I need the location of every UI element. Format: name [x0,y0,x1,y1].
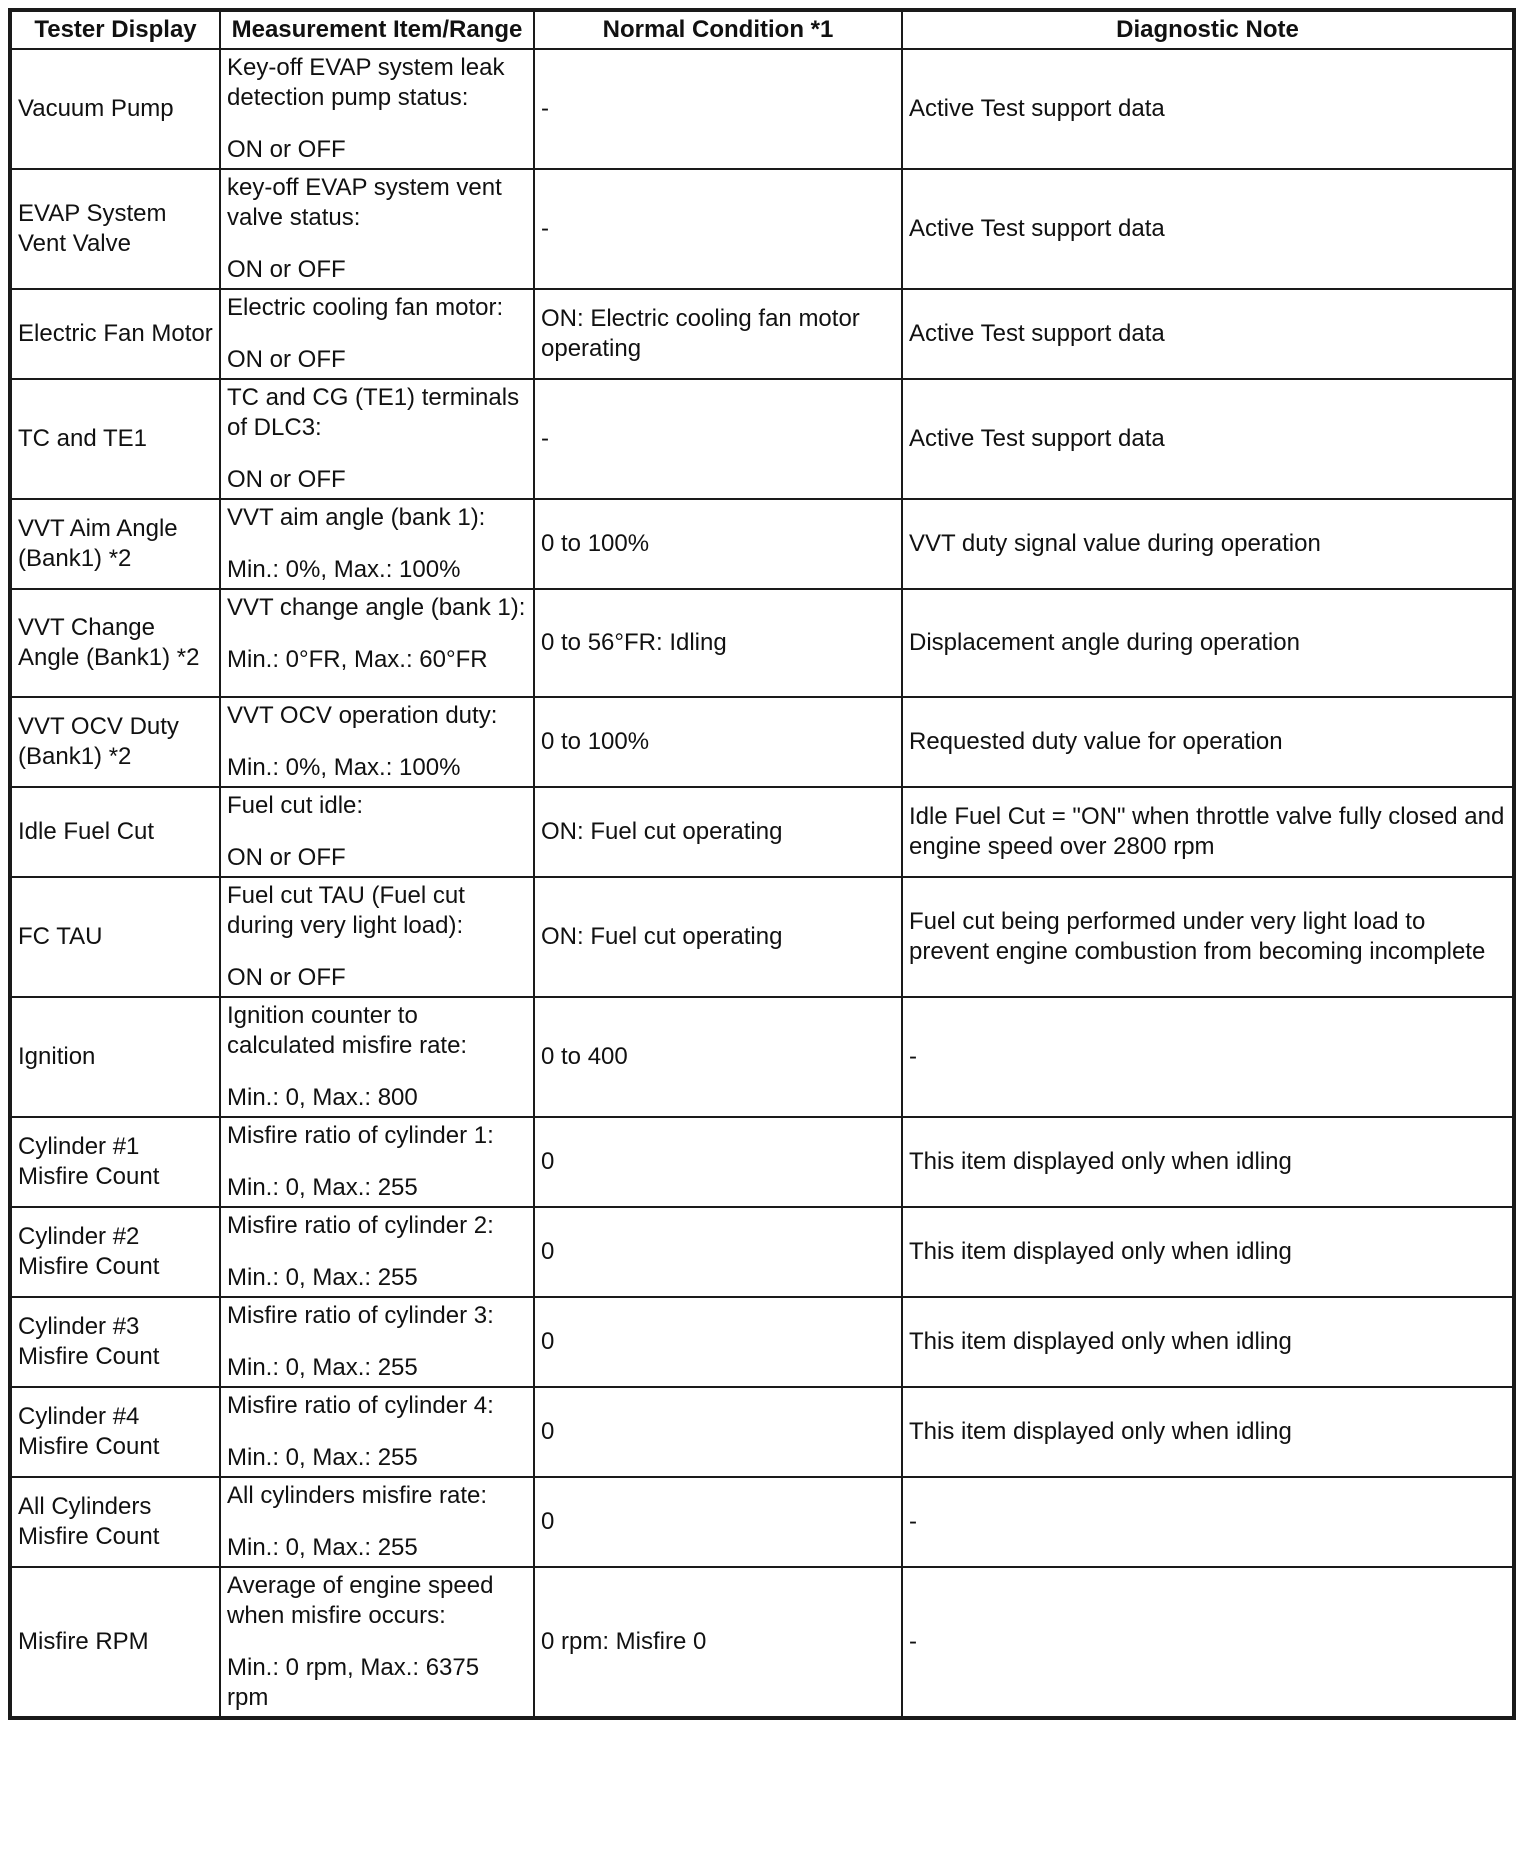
measurement-range: ON or OFF [227,964,346,991]
tester-display-cell: EVAP System Vent Valve [10,169,220,289]
tester-display-cell: Cylinder #2 Misfire Count [10,1207,220,1297]
measurement-cell [220,1117,534,1207]
tester-display-cell: Electric Fan Motor [10,289,220,379]
tester-display-cell: Idle Fuel Cut [10,787,220,877]
table-row [10,49,1514,169]
cell-spacer [227,1061,527,1083]
measurement-item: Misfire ratio of cylinder 3: [227,1302,494,1329]
diagnostic-note-cell: Active Test support data [902,49,1514,169]
tester-display-cell: Misfire RPM [10,1567,220,1718]
normal-condition-cell: ON: Electric cooling fan motor operating [534,289,902,379]
cell-spacer [227,1421,527,1443]
measurement-cell [220,289,534,379]
tester-display-cell: Cylinder #4 Misfire Count [10,1387,220,1477]
measurement-cell [220,1207,534,1297]
cell-spacer [227,731,527,753]
table-row [10,787,1514,877]
cell-spacer [227,941,527,963]
measurement-range: Min.: 0, Max.: 255 [227,1174,418,1201]
normal-condition-cell: 0 [534,1117,902,1207]
cell-spacer [227,1631,527,1653]
diagnostic-note-cell: Active Test support data [902,379,1514,499]
measurement-range: Min.: 0%, Max.: 100% [227,556,461,583]
normal-condition-cell: 0 to 100% [534,499,902,589]
diagnostic-note-cell: Active Test support data [902,289,1514,379]
header-tester-display: Tester Display [10,10,220,49]
measurement-cell [220,1297,534,1387]
tester-display-cell: FC TAU [10,877,220,997]
cell-spacer [227,1511,527,1533]
normal-condition-cell: 0 to 56°FR: Idling [534,589,902,697]
diagnostic-note-cell: This item displayed only when idling [902,1207,1514,1297]
normal-condition-cell: - [534,169,902,289]
measurement-item: Ignition counter to calculated misfire rate: [227,1002,468,1059]
table-row [10,1477,1514,1567]
table-row [10,1297,1514,1387]
table-row [10,1117,1514,1207]
measurement-range: Min.: 0, Max.: 255 [227,1354,418,1381]
header-measurement-item: Measurement Item/Range [220,10,534,49]
diagnostic-note-cell: - [902,997,1514,1117]
tester-display-cell: Cylinder #1 Misfire Count [10,1117,220,1207]
cell-spacer [227,233,527,255]
cell-spacer [227,1241,527,1263]
measurement-item: Key-off EVAP system leak detection pump status: [227,54,505,111]
header-normal-condition: Normal Condition *1 [534,10,902,49]
diagnostic-note-cell: This item displayed only when idling [902,1117,1514,1207]
diagnostic-note-cell: This item displayed only when idling [902,1387,1514,1477]
normal-condition-cell: - [534,379,902,499]
measurement-item: Fuel cut idle: [227,792,364,819]
tester-display-cell: VVT Aim Angle (Bank1) *2 [10,499,220,589]
measurement-item: Misfire ratio of cylinder 1: [227,1122,494,1149]
measurement-range: Min.: 0, Max.: 255 [227,1264,418,1291]
measurement-item: Average of engine speed when misfire occurs: [227,1572,494,1629]
diagnostic-note-cell: This item displayed only when idling [902,1297,1514,1387]
normal-condition-cell: - [534,49,902,169]
measurement-range: ON or OFF [227,256,346,283]
tester-display-cell: Cylinder #3 Misfire Count [10,1297,220,1387]
measurement-range: Min.: 0, Max.: 800 [227,1084,418,1111]
diagnostic-note-cell: Idle Fuel Cut = "ON" when throttle valve fully closed and engine speed over 2800 rpm [902,787,1514,877]
normal-condition-cell: 0 rpm: Misfire 0 [534,1567,902,1718]
measurement-cell [220,589,534,697]
diagnostic-note-cell: - [902,1567,1514,1718]
table-row [10,289,1514,379]
measurement-cell [220,169,534,289]
diagnostic-note-cell: - [902,1477,1514,1567]
normal-condition-cell: 0 to 400 [534,997,902,1117]
cell-spacer [227,623,527,645]
measurement-range: ON or OFF [227,136,346,163]
cell-spacer [227,1151,527,1173]
measurement-item: key-off EVAP system vent valve status: [227,174,502,231]
normal-condition-cell: 0 [534,1387,902,1477]
measurement-item: All cylinders misfire rate: [227,1482,488,1509]
measurement-item: TC and CG (TE1) terminals of DLC3: [227,384,520,441]
measurement-item: VVT aim angle (bank 1): [227,504,486,531]
cell-spacer [227,323,527,345]
diagnostic-note-cell: Displacement angle during operation [902,589,1514,697]
table-row [10,1207,1514,1297]
measurement-item: Misfire ratio of cylinder 4: [227,1392,494,1419]
table-row [10,877,1514,997]
tester-display-cell: VVT OCV Duty (Bank1) *2 [10,697,220,787]
cell-spacer [227,533,527,555]
table-row [10,499,1514,589]
measurement-range: Min.: 0 rpm, Max.: 6375 rpm [227,1654,480,1711]
measurement-range: ON or OFF [227,466,346,493]
measurement-cell [220,877,534,997]
diagnostic-note-cell: Active Test support data [902,169,1514,289]
normal-condition-cell: ON: Fuel cut operating [534,877,902,997]
cell-spacer [227,113,527,135]
measurement-item: VVT change angle (bank 1): [227,594,526,621]
measurement-item: Fuel cut TAU (Fuel cut during very light load): [227,882,465,939]
diagnostic-note-cell: VVT duty signal value during operation [902,499,1514,589]
measurement-item: VVT OCV operation duty: [227,702,498,729]
tester-display-cell: All Cylinders Misfire Count [10,1477,220,1567]
normal-condition-cell: 0 to 100% [534,697,902,787]
measurement-range: Min.: 0, Max.: 255 [227,1534,418,1561]
measurement-cell [220,1387,534,1477]
table-row [10,169,1514,289]
cell-spacer [227,443,527,465]
header-diagnostic-note: Diagnostic Note [902,10,1514,49]
table-row [10,379,1514,499]
measurement-item: Misfire ratio of cylinder 2: [227,1212,494,1239]
table-row [10,1387,1514,1477]
measurement-cell [220,1567,534,1718]
tester-display-cell: VVT Change Angle (Bank1) *2 [10,589,220,697]
cell-spacer [227,821,527,843]
normal-condition-cell: 0 [534,1207,902,1297]
data-list-table [8,8,1516,1720]
tester-display-cell: Ignition [10,997,220,1117]
table-header-row [10,10,1514,49]
diagnostic-note-cell: Requested duty value for operation [902,697,1514,787]
measurement-range: Min.: 0, Max.: 255 [227,1444,418,1471]
table-row [10,1567,1514,1718]
measurement-cell [220,1477,534,1567]
table-row [10,697,1514,787]
measurement-cell [220,997,534,1117]
measurement-range: ON or OFF [227,346,346,373]
normal-condition-cell: 0 [534,1477,902,1567]
table-row [10,589,1514,697]
measurement-range: ON or OFF [227,844,346,871]
table-row [10,997,1514,1117]
measurement-range: Min.: 0%, Max.: 100% [227,754,461,781]
measurement-cell [220,499,534,589]
measurement-cell [220,787,534,877]
measurement-cell [220,49,534,169]
measurement-range: Min.: 0°FR, Max.: 60°FR [227,646,488,673]
tester-display-cell: Vacuum Pump [10,49,220,169]
measurement-cell [220,697,534,787]
measurement-item: Electric cooling fan motor: [227,294,504,321]
data-list-sheet [8,8,1512,1720]
measurement-cell [220,379,534,499]
tester-display-cell: TC and TE1 [10,379,220,499]
normal-condition-cell: 0 [534,1297,902,1387]
cell-spacer [227,1331,527,1353]
normal-condition-cell: ON: Fuel cut operating [534,787,902,877]
diagnostic-note-cell: Fuel cut being performed under very light load to prevent engine combustion from becoming incomplete [902,877,1514,997]
